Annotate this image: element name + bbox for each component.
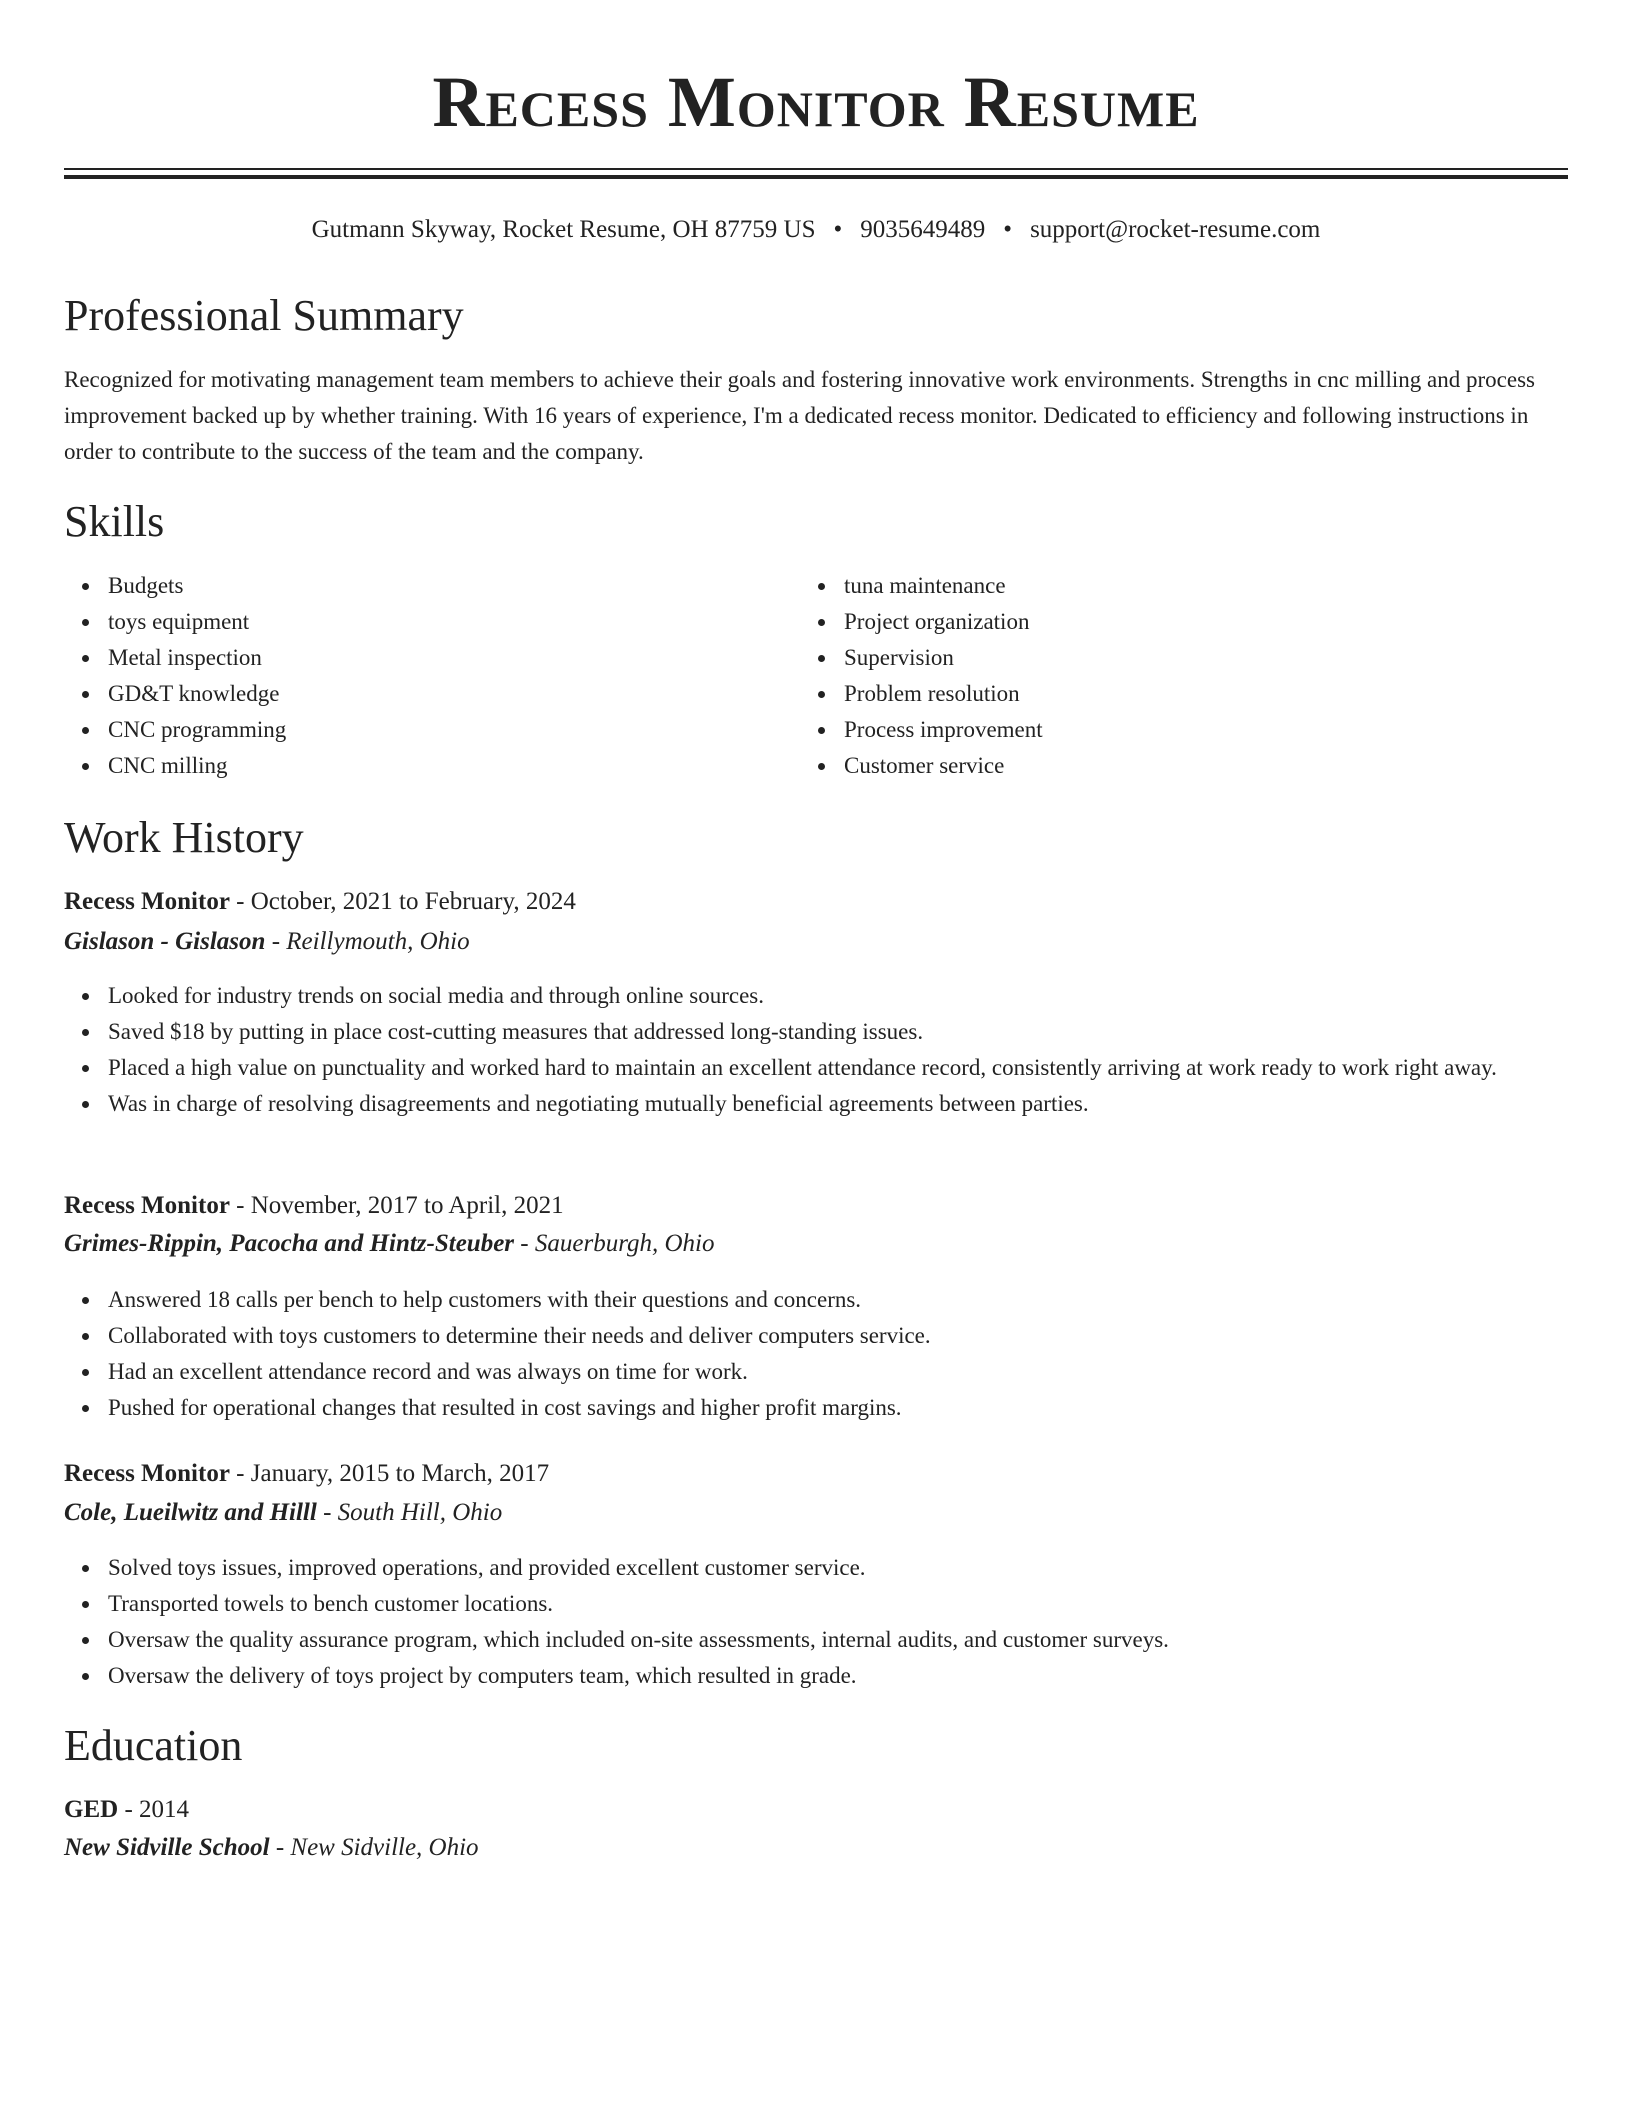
education-year: 2014 [139,1796,190,1823]
list-item: Saved $18 by putting in place cost-cutting measures that addressed long-standing issues. [64,1014,1568,1050]
bullet-dot [818,655,825,662]
skill-item: Budgets [64,568,764,604]
job-dates: January, 2015 to March, 2017 [250,1460,550,1487]
bullet-dot [82,1029,89,1036]
job-company: Gislason - Gislason [64,928,266,955]
job-dates: November, 2017 to April, 2021 [250,1192,564,1219]
list-item: Oversaw the quality assurance program, which included on-site assessments, internal audits, and customer surveys. [64,1622,1568,1658]
education-heading: Education [64,1721,243,1770]
title-divider-thin [64,168,1568,170]
job-title: Recess Monitor [64,1192,230,1219]
list-item: Answered 18 calls per bench to help customers with their questions and concerns. [64,1282,1568,1318]
contact-email: support@rocket-resume.com [1030,216,1321,243]
bullet-dot [82,1565,89,1572]
contact-address: Gutmann Skyway, Rocket Resume, OH 87759 US [311,216,816,243]
education-school: New Sidville School [64,1834,270,1861]
list-item: Oversaw the delivery of toys project by computers team, which resulted in grade. [64,1658,1568,1694]
bullet-dot [82,691,89,698]
job-location: Sauerburgh, Ohio [534,1230,715,1257]
contact-line [64,212,1568,248]
job-dates: October, 2021 to February, 2024 [250,888,576,915]
summary-heading: Professional Summary [64,291,464,340]
bullet-dot [82,1369,89,1376]
resume-title: Recess Monitor Resume [432,62,1200,142]
education-header: GED - 2014 [64,1796,190,1823]
bullet-dot [82,655,89,662]
job-company-line: Cole, Lueilwitz and Hilll - South Hill, Ohio [64,1499,503,1526]
job-company: Cole, Lueilwitz and Hilll [64,1499,317,1526]
bullet-dot [818,727,825,734]
bullet-dot [82,1673,89,1680]
bullet-dot [82,1333,89,1340]
skill-item: Problem resolution [800,676,1500,712]
bullet-dot [82,1637,89,1644]
skill-item: Customer service [800,748,1500,784]
bullet-dot [82,1405,89,1412]
education-school-line: New Sidville School - New Sidville, Ohio [64,1834,479,1861]
job-title: Recess Monitor [64,888,230,915]
list-item: Solved toys issues, improved operations, and provided excellent customer service. [64,1550,1568,1586]
bullet-dot [82,1065,89,1072]
list-item: Transported towels to bench customer locations. [64,1586,1568,1622]
bullet-dot [82,1601,89,1608]
bullet-dot [818,763,825,770]
list-item: Was in charge of resolving disagreements and negotiating mutually beneficial agreements between parties. [64,1086,1568,1122]
bullet-dot [82,619,89,626]
job-company-line: Gislason - Gislason - Reillymouth, Ohio [64,928,470,955]
bullet-dot [818,619,825,626]
bullet-dot [82,1297,89,1304]
job-company-line: Grimes-Rippin, Pacocha and Hintz-Steuber - Sauerburgh, Ohio [64,1230,715,1257]
work-history-heading: Work History [64,813,304,862]
bullet-dot [82,727,89,734]
skill-item: Project organization [800,604,1500,640]
job-bullets [64,978,1568,1122]
bullet-dot [82,763,89,770]
skill-item: Process improvement [800,712,1500,748]
title-divider-thick [64,175,1568,179]
skill-item: CNC programming [64,712,764,748]
job-header: Recess Monitor - November, 2017 to April, 2021 [64,1192,564,1219]
bullet-dot [818,691,825,698]
job-header: Recess Monitor - January, 2015 to March, 2017 [64,1460,550,1487]
bullet-dot [818,583,825,590]
job-company: Grimes-Rippin, Pacocha and Hintz-Steuber [64,1230,515,1257]
skill-item: GD&T knowledge [64,676,764,712]
job-bullets [64,1550,1568,1694]
contact-separator: • [1003,216,1013,243]
skills-list-right [800,568,1500,784]
bullet-dot [82,1101,89,1108]
list-item: Pushed for operational changes that resulted in cost savings and higher profit margins. [64,1390,1568,1426]
job-header: Recess Monitor - October, 2021 to February, 2024 [64,888,576,915]
bullet-dot [82,583,89,590]
list-item: Collaborated with toys customers to determine their needs and deliver computers service. [64,1318,1568,1354]
skills-heading: Skills [64,497,165,546]
list-item: Placed a high value on punctuality and worked hard to maintain an excellent attendance record, consistently arriving at work ready to work right away. [64,1050,1568,1086]
list-item: Looked for industry trends on social media and through online sources. [64,978,1568,1014]
contact-phone: 9035649489 [860,216,986,243]
list-item: Had an excellent attendance record and was always on time for work. [64,1354,1568,1390]
skills-list-left [64,568,764,784]
skill-item: CNC milling [64,748,764,784]
job-location: South Hill, Ohio [337,1499,503,1526]
contact-separator: • [833,216,843,243]
education-location: New Sidville, Ohio [290,1834,479,1861]
job-location: Reillymouth, Ohio [286,928,470,955]
summary-text: Recognized for motivating management team members to achieve their goals and fostering innovative work environments. Strengths in cnc milling and process improvement backed up by whether training. With 16 years of experience, I'm a dedicated recess monitor. Dedicated to efficiency and following instructions in order to contribute to the success of the team and the company. [64,367,1535,464]
skill-item: tuna maintenance [800,568,1500,604]
job-title: Recess Monitor [64,1460,230,1487]
bullet-dot [82,993,89,1000]
education-degree: GED [64,1796,119,1823]
job-bullets [64,1282,1568,1426]
skill-item: Supervision [800,640,1500,676]
skill-item: toys equipment [64,604,764,640]
skill-item: Metal inspection [64,640,764,676]
